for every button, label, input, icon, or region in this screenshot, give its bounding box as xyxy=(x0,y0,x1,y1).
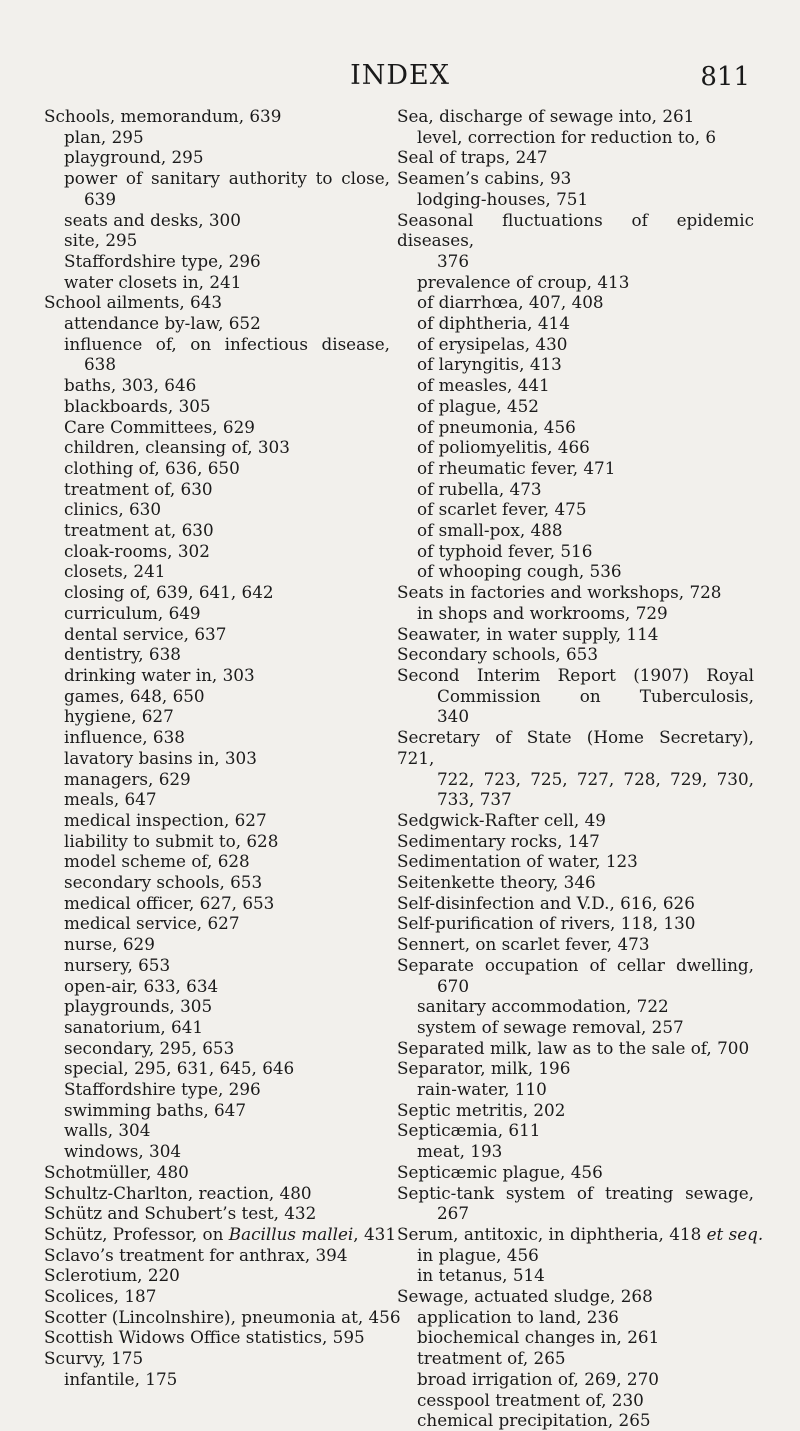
index-entry: dental service, 637 xyxy=(64,623,227,644)
index-entry: of scarlet fever, 475 xyxy=(417,499,587,520)
index-entry: Seitenkette theory, 346 xyxy=(397,872,596,893)
index-entry: 638 xyxy=(84,354,117,375)
index-entry: plan, 295 xyxy=(64,126,144,147)
index-entry: nursery, 653 xyxy=(64,954,171,975)
index-entry: Sclerotium, 220 xyxy=(44,1265,180,1286)
index-entry: Care Committees, 629 xyxy=(64,416,255,437)
index-entry: power of sanitary authority to close, xyxy=(64,168,390,189)
index-entry: Seamen’s cabins, 93 xyxy=(397,168,572,189)
index-entry: closing of, 639, 641, 642 xyxy=(64,582,274,603)
index-entry: of diarrhœa, 407, 408 xyxy=(417,292,604,313)
italic-term: et seq. xyxy=(706,1223,764,1244)
index-entry: of typhoid fever, 516 xyxy=(417,540,593,561)
index-entry: prevalence of croup, 413 xyxy=(417,271,630,292)
index-entry: application to land, 236 xyxy=(417,1306,619,1327)
index-entry: of small-pox, 488 xyxy=(417,520,563,541)
index-entry: influence of, on infectious disease, xyxy=(64,333,390,354)
index-entry: secondary, 295, 653 xyxy=(64,1037,235,1058)
index-entry: level, correction for reduction to, 6 xyxy=(417,126,717,147)
index-column-left xyxy=(44,106,401,1390)
index-entry: Staffordshire type, 296 xyxy=(64,1079,261,1100)
index-entry: dentistry, 638 xyxy=(64,644,181,665)
index-entry: medical inspection, 627 xyxy=(64,809,267,830)
index-entry: of erysipelas, 430 xyxy=(417,333,568,354)
index-entry: School ailments, 643 xyxy=(44,292,223,313)
index-entry: cesspool treatment of, 230 xyxy=(417,1389,644,1410)
index-entry: Schultz-Charlton, reaction, 480 xyxy=(44,1182,312,1203)
index-entry: nurse, 629 xyxy=(64,934,155,955)
index-entry: Self-disinfection and V.D., 616, 626 xyxy=(397,892,695,913)
entry-suffix: , 431 xyxy=(353,1223,396,1244)
index-entry: Septic metritis, 202 xyxy=(397,1099,566,1120)
index-entry: Seawater, in water supply, 114 xyxy=(397,623,659,644)
index-entry: Scolices, 187 xyxy=(44,1286,157,1307)
index-entry: of plague, 452 xyxy=(417,395,539,416)
index-entry: of poliomyelitis, 466 xyxy=(417,437,590,458)
index-entry: treatment of, 265 xyxy=(417,1348,566,1369)
index-entry: site, 295 xyxy=(64,230,138,251)
index-entry: meat, 193 xyxy=(417,1141,503,1162)
index-entry: of whooping cough, 536 xyxy=(417,561,622,582)
index-entry: Secondary schools, 653 xyxy=(397,644,599,665)
index-entry: 722, 723, 725, 727, 728, 729, 730, xyxy=(437,768,754,789)
index-entry: of pneumonia, 456 xyxy=(417,416,576,437)
index-entry: Self-purification of rivers, 118, 130 xyxy=(397,913,696,934)
index-entry: sanitary accommodation, 722 xyxy=(417,996,669,1017)
index-entry: treatment of, 630 xyxy=(64,478,213,499)
index-entry: blackboards, 305 xyxy=(64,395,211,416)
index-entry: Sclavo’s treatment for anthrax, 394 xyxy=(44,1244,348,1265)
index-entry: Sedimentary rocks, 147 xyxy=(397,830,600,851)
index-entry: clinics, 630 xyxy=(64,499,162,520)
index-entry: 733, 737 xyxy=(437,789,512,810)
index-entry: Septicæmic plague, 456 xyxy=(397,1161,603,1182)
index-entry: meals, 647 xyxy=(64,789,157,810)
index-entry: games, 648, 650 xyxy=(64,685,205,706)
index-entry: Schools, memorandum, 639 xyxy=(44,106,282,126)
index-entry: lavatory basins in, 303 xyxy=(64,747,257,768)
index-entry: sanatorium, 641 xyxy=(64,1016,204,1037)
index-entry: Scottish Widows Office statistics, 595 xyxy=(44,1327,365,1348)
index-entry: 376 xyxy=(437,250,470,271)
index-entry: in shops and workrooms, 729 xyxy=(417,602,668,623)
index-entry: curriculum, 649 xyxy=(64,602,201,623)
index-entry: managers, 629 xyxy=(64,768,191,789)
index-entry: Septicæmia, 611 xyxy=(397,1120,541,1141)
index-entry: Staffordshire type, 296 xyxy=(64,250,261,271)
index-entry: Serum, antitoxic, in diphtheria, 418 et seq. xyxy=(397,1223,764,1244)
index-entry: water closets in, 241 xyxy=(64,271,242,292)
index-entry: chemical precipitation, 265 xyxy=(417,1410,651,1431)
index-entry: Schotmüller, 480 xyxy=(44,1161,189,1182)
index-entry: Schütz, Professor, on Bacillus mallei, 431 xyxy=(44,1223,396,1244)
index-entry: model scheme of, 628 xyxy=(64,851,250,872)
index-entry: medical service, 627 xyxy=(64,913,240,934)
index-entry: Seats in factories and workshops, 728 xyxy=(397,582,722,603)
index-entry: Separated milk, law as to the sale of, 700 xyxy=(397,1037,750,1058)
index-entry: Schütz and Schubert’s test, 432 xyxy=(44,1203,317,1224)
index-entry: windows, 304 xyxy=(64,1141,182,1162)
index-entry: biochemical changes in, 261 xyxy=(417,1327,660,1348)
index-entry: 670 xyxy=(437,975,470,996)
index-entry: Commission on Tuberculosis, xyxy=(437,685,754,706)
index-entry: closets, 241 xyxy=(64,561,166,582)
index-entry: Seal of traps, 247 xyxy=(397,147,548,168)
index-entry: system of sewage removal, 257 xyxy=(417,1016,684,1037)
index-entry: seats and desks, 300 xyxy=(64,209,241,230)
page-header xyxy=(0,56,800,96)
index-entry: of diphtheria, 414 xyxy=(417,313,570,334)
index-entry: baths, 303, 646 xyxy=(64,375,197,396)
index-entry: in tetanus, 514 xyxy=(417,1265,545,1286)
index-entry: Sedgwick-Rafter cell, 49 xyxy=(397,809,606,830)
index-entry: Secretary of State (Home Secretary), 721, xyxy=(397,727,754,768)
index-entry: infantile, 175 xyxy=(64,1368,178,1389)
index-entry: Sedimentation of water, 123 xyxy=(397,851,638,872)
index-entry: swimming baths, 647 xyxy=(64,1099,247,1120)
index-entry: 340 xyxy=(437,706,470,727)
index-entry: 639 xyxy=(84,188,117,209)
index-column-right xyxy=(397,106,764,1431)
index-entry: broad irrigation of, 269, 270 xyxy=(417,1368,659,1389)
index-entry: treatment at, 630 xyxy=(64,520,214,541)
index-entry: special, 295, 631, 645, 646 xyxy=(64,1058,295,1079)
index-entry: Scotter (Lincolnshire), pneumonia at, 456 xyxy=(44,1306,401,1327)
index-entry: Sewage, actuated sludge, 268 xyxy=(397,1286,653,1307)
index-entry: influence, 638 xyxy=(64,727,185,748)
index-entry: liability to submit to, 628 xyxy=(64,830,279,851)
index-entry: clothing of, 636, 650 xyxy=(64,457,240,478)
index-entry: Second Interim Report (1907) Royal xyxy=(397,664,754,685)
index-entry: Septic-tank system of treating sewage, xyxy=(397,1182,754,1203)
index-entry: Scurvy, 175 xyxy=(44,1348,144,1369)
index-entry: children, cleansing of, 303 xyxy=(64,437,290,458)
index-entry: in plague, 456 xyxy=(417,1244,539,1265)
index-entry: Seasonal fluctuations of epidemic diseases, xyxy=(397,209,754,251)
index-entry: 267 xyxy=(437,1203,470,1224)
index-entry: cloak-rooms, 302 xyxy=(64,540,210,561)
index-entry: lodging-houses, 751 xyxy=(417,188,589,209)
index-entry: of measles, 441 xyxy=(417,375,550,396)
index-entry: of laryngitis, 413 xyxy=(417,354,562,375)
page-title: INDEX xyxy=(350,60,450,91)
index-entry: open-air, 633, 634 xyxy=(64,975,219,996)
index-entry: hygiene, 627 xyxy=(64,706,174,727)
index-entry: Sea, discharge of sewage into, 261 xyxy=(397,106,695,126)
index-entry: Separate occupation of cellar dwelling, xyxy=(397,954,754,975)
index-entry: of rubella, 473 xyxy=(417,478,542,499)
italic-term: Bacillus mallei xyxy=(228,1223,354,1244)
index-entry: secondary schools, 653 xyxy=(64,872,263,893)
index-entry: medical officer, 627, 653 xyxy=(64,892,275,913)
index-entry: attendance by-law, 652 xyxy=(64,313,261,334)
page-number: 811 xyxy=(700,62,750,92)
index-entry: walls, 304 xyxy=(64,1120,151,1141)
index-entry: drinking water in, 303 xyxy=(64,664,255,685)
index-entry: Separator, milk, 196 xyxy=(397,1058,571,1079)
index-entry: Sennert, on scarlet fever, 473 xyxy=(397,934,650,955)
index-entry: rain-water, 110 xyxy=(417,1079,547,1100)
index-entry: playground, 295 xyxy=(64,147,204,168)
index-entry: of rheumatic fever, 471 xyxy=(417,457,616,478)
index-entry: playgrounds, 305 xyxy=(64,996,213,1017)
